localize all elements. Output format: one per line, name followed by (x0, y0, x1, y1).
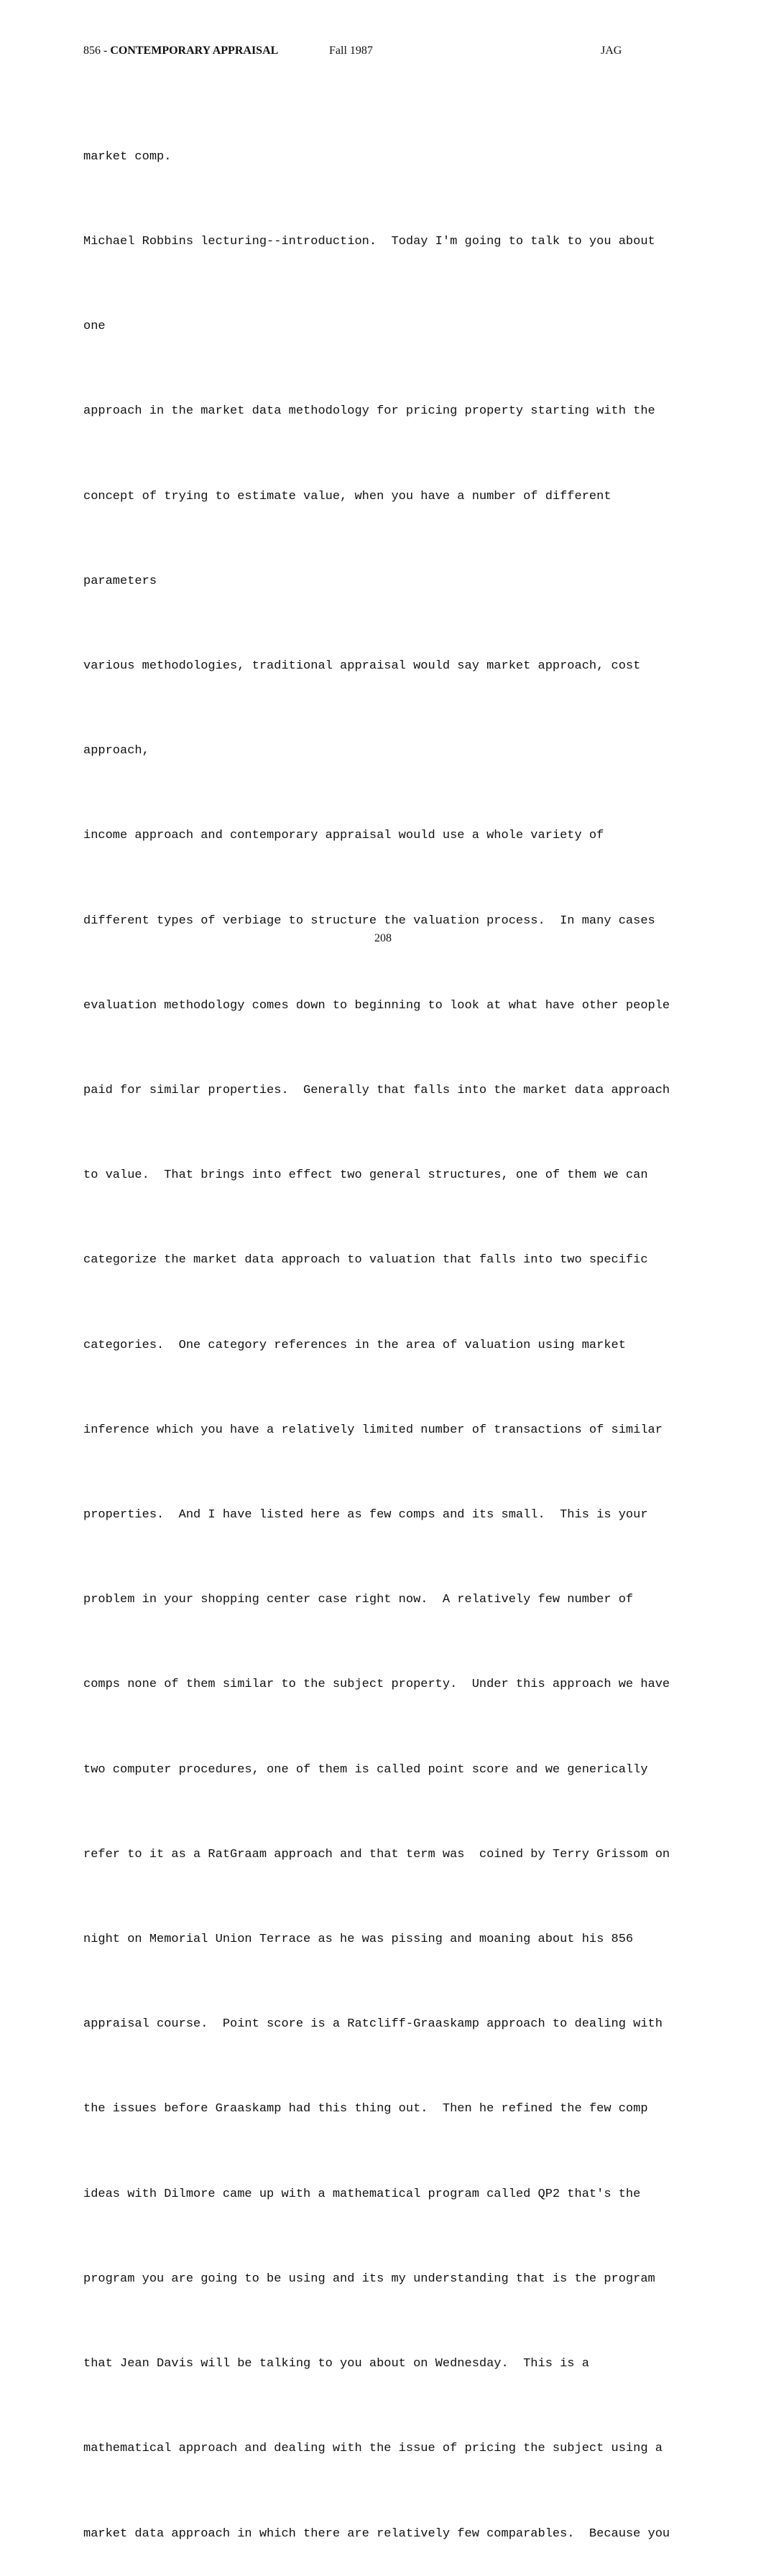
transcript-body (83, 86, 730, 2576)
text-line: market data approach in which there are relatively few comparables. Because you (83, 2526, 670, 2541)
text-line: Michael Robbins lecturing--introduction. Today I'm going to talk to you about (83, 235, 655, 249)
page-number: 208 (374, 932, 392, 944)
text-line: program you are going to be using and its my understanding that is the program (83, 2272, 655, 2286)
text-line: various methodologies, traditional appraisal would say market approach, cost (83, 659, 641, 674)
text-line: paid for similar properties. Generally that falls into the market data approach (83, 1084, 670, 1098)
text-line: mathematical approach and dealing with the issue of pricing the subject using a (83, 2442, 663, 2456)
text-line: that Jean Davis will be talking to you about on Wednesday. This is a (83, 2357, 589, 2371)
text-line: categories. One category references in the area of valuation using market (83, 1338, 626, 1352)
text-line: approach, (83, 744, 149, 758)
author-initials: JAG (601, 45, 622, 57)
text-line: concept of trying to estimate value, when you have a number of different (83, 489, 612, 503)
text-line: approach in the market data methodology for pricing property starting with the (83, 404, 655, 419)
page-header (0, 45, 766, 62)
course-title: CONTEMPORARY APPRAISAL (110, 45, 279, 57)
text-line: ideas with Dilmore came up with a mathematical program called QP2 that's the (83, 2187, 641, 2201)
text-line: parameters (83, 574, 157, 588)
text-line: income approach and contemporary appraisal would use a whole variety of (83, 829, 604, 843)
text-line: properties. And I have listed here as few comps and its small. This is your (83, 1508, 648, 1522)
text-line: categorize the market data approach to valuation that falls into two specific (83, 1253, 648, 1268)
text-line: to value. That brings into effect two general structures, one of them we can (83, 1168, 648, 1183)
text-line: different types of verbiage to structure the valuation process. In many cases (83, 913, 655, 928)
text-line: comps none of them similar to the subject property. Under this approach we have (83, 1678, 670, 1692)
text-line: appraisal course. Point score is a Ratcliff-Graaskamp approach to dealing with (83, 2017, 663, 2032)
term-label: Fall 1987 (329, 45, 373, 57)
course-heading (83, 45, 278, 57)
text-line: night on Memorial Union Terrace as he was pissing and moaning about his 856 (83, 1933, 634, 1947)
course-number: 856 - (83, 45, 111, 57)
text-line: evaluation methodology comes down to beginning to look at what have other people (83, 998, 670, 1013)
text-line: market comp. (83, 149, 172, 164)
text-line: refer to it as a RatGraam approach and that term was coined by Terry Grissom on (83, 1847, 670, 1861)
text-line: inference which you have a relatively limited number of transactions of similar (83, 1423, 663, 1437)
text-line: one (83, 320, 106, 334)
text-line: the issues before Graaskamp had this thing out. Then he refined the few comp (83, 2102, 648, 2116)
text-line: problem in your shopping center case right now. A relatively few number of (83, 1593, 634, 1607)
text-line: two computer procedures, one of them is called point score and we generically (83, 1762, 648, 1777)
